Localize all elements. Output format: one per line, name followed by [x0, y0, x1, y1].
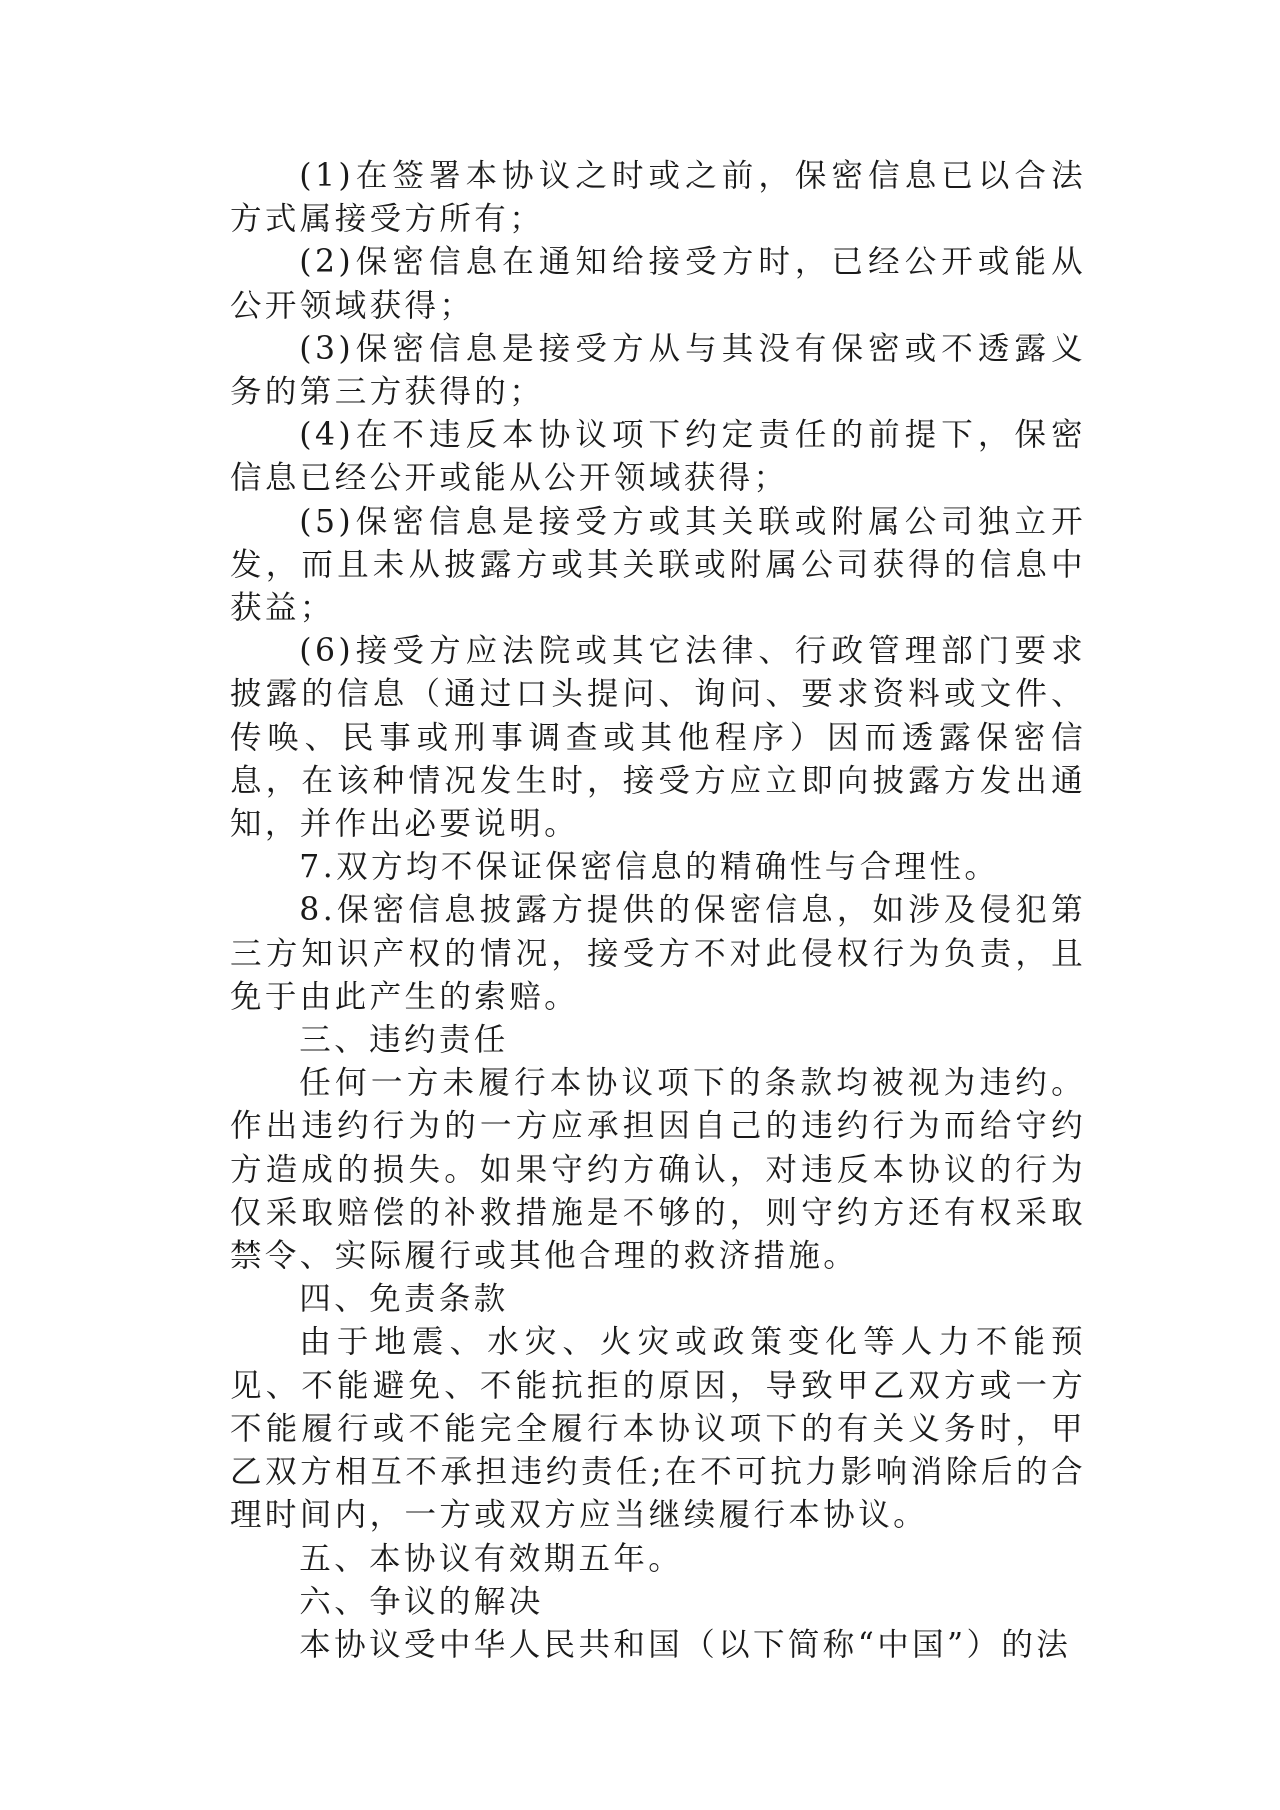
dispute-paragraph: 本协议受中华人民共和国（以下简称“中国”）的法 — [299, 1626, 1072, 1663]
clause-8: 8.保密信息披露方提供的保密信息，如涉及侵犯第三方知识产权的情况，接受方不对此侵权行为负责，且免于由此产生的索赔。 — [230, 892, 1086, 1015]
clause-3: (3)保密信息是接受方从与其没有保密或不透露义务的第三方获得的； — [230, 330, 1086, 411]
section-heading-breach: 三、违约责任 — [299, 1022, 509, 1059]
section-heading-term: 五、本协议有效期五年。 — [299, 1540, 684, 1577]
clause-1: (1)在签署本协议之时或之前，保密信息已以合法方式属接受方所有； — [230, 158, 1086, 238]
breach-paragraph: 任何一方未履行本协议项下的条款均被视为违约。作出违约行为的一方应承担因自己的违约行为而给守约方造成的损失。如果守约方确认，对违反本协议的行为仅采取赔偿的补救措施是不够的，则守约方还有权采取禁令、实际履行或其他合理的救济措施。 — [230, 1065, 1086, 1275]
clause-5: (5)保密信息是接受方或其关联或附属公司独立开发，而且未从披露方或其关联或附属公司获得的信息中获益； — [230, 503, 1086, 627]
clause-7: 7.双方均不保证保密信息的精确性与合理性。 — [299, 849, 1000, 886]
exemption-paragraph: 由于地震、水灾、火灾或政策变化等人力不能预见、不能避免、不能抗拒的原因，导致甲乙双方或一方不能履行或不能完全履行本协议项下的有关义务时，甲乙双方相互不承担违约责任;在不可抗力影响消除后的合理时间内，一方或双方应当继续履行本协议。 — [230, 1324, 1086, 1534]
clause-4: (4)在不违反本协议项下约定责任的前提下，保密信息已经公开或能从公开领域获得； — [230, 417, 1086, 497]
clause-6: (6)接受方应法院或其它法律、行政管理部门要求披露的信息（通过口头提问、询问、要求资料或文件、传唤、民事或刑事调查或其他程序）因而透露保密信息，在该种情况发生时，接受方应立即向披露方发出通知，并作出必要说明。 — [230, 633, 1086, 843]
clause-2: (2)保密信息在通知给接受方时，已经公开或能从公开领域获得； — [230, 244, 1086, 324]
section-heading-dispute: 六、争议的解决 — [299, 1583, 544, 1620]
section-heading-exemption: 四、免责条款 — [299, 1281, 509, 1318]
document-page — [230, 155, 1086, 1667]
